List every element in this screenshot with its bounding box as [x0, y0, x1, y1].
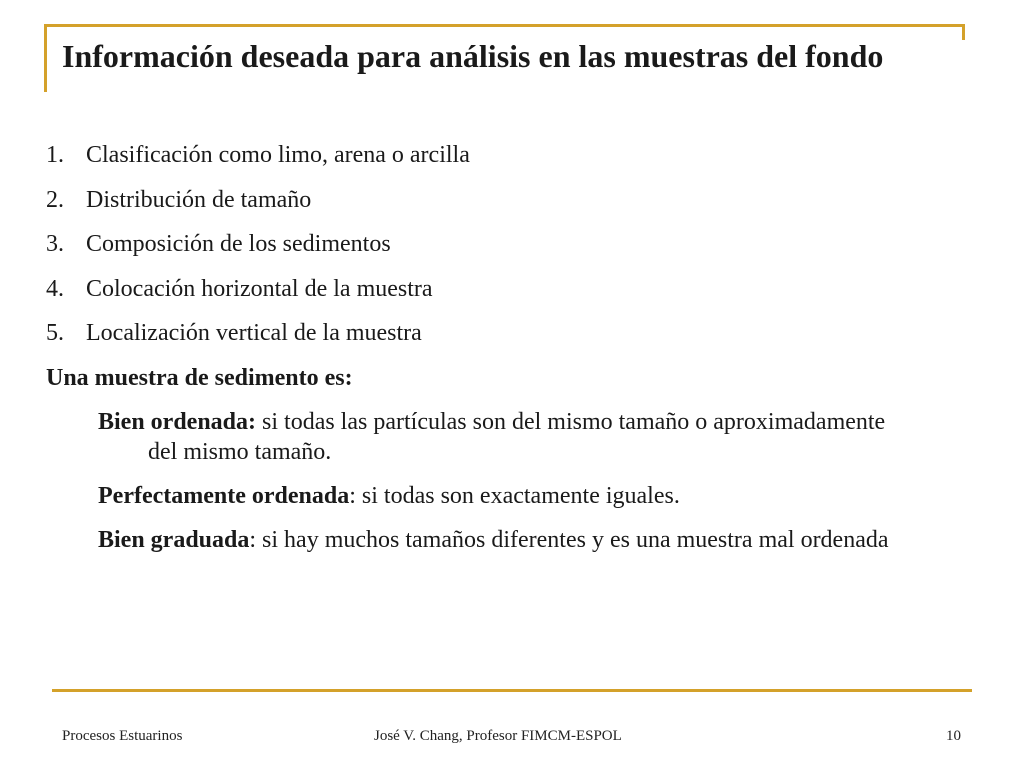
definition-term: Bien ordenada:: [98, 408, 257, 435]
slide-title: Información deseada para análisis en las muestras del fondo: [62, 38, 884, 74]
page-number: 10: [946, 728, 961, 744]
list-item: [46, 140, 946, 185]
definition-text: : si todas son exactamente iguales.: [349, 482, 680, 509]
list-number: 3.: [46, 231, 64, 257]
frame-top-line: [44, 24, 964, 27]
section-heading: Una muestra de sedimento es:: [46, 364, 353, 391]
list-item: [46, 274, 946, 319]
definition-text: si todas las partículas son del mismo tamaño o aproximadamente del mismo tamaño.: [148, 408, 886, 465]
definition-term: Perfectamente ordenada: [98, 482, 350, 509]
frame-left-line: [44, 24, 47, 92]
definition-item: [98, 525, 908, 555]
definition-item: [98, 481, 908, 511]
list-text: Localización vertical de la muestra: [86, 320, 422, 346]
footer-author: José V. Chang, Profesor FIMCM-ESPOL: [374, 728, 622, 744]
list-number: 5.: [46, 320, 64, 346]
definition-text: : si hay muchos tamaños diferentes y es una muestra mal ordenada: [249, 526, 889, 553]
list-number: 2.: [46, 186, 64, 213]
list-number: 1.: [46, 142, 64, 168]
frame-right-line: [962, 24, 965, 40]
list-item: [46, 318, 946, 363]
definition-item: [98, 407, 908, 467]
list-text: Distribución de tamaño: [86, 186, 312, 213]
list-text: Colocación horizontal de la muestra: [86, 275, 433, 302]
list-number: 4.: [46, 275, 64, 302]
footer-course: Procesos Estuarinos: [62, 728, 183, 744]
list-item: [46, 185, 946, 230]
footer-divider: [52, 689, 972, 692]
list-item: [46, 229, 946, 274]
slide-content: [46, 140, 946, 569]
list-text: Composición de los sedimentos: [86, 231, 391, 257]
definition-term: Bien graduada: [98, 526, 250, 553]
list-text: Clasificación como limo, arena o arcilla: [86, 142, 470, 168]
